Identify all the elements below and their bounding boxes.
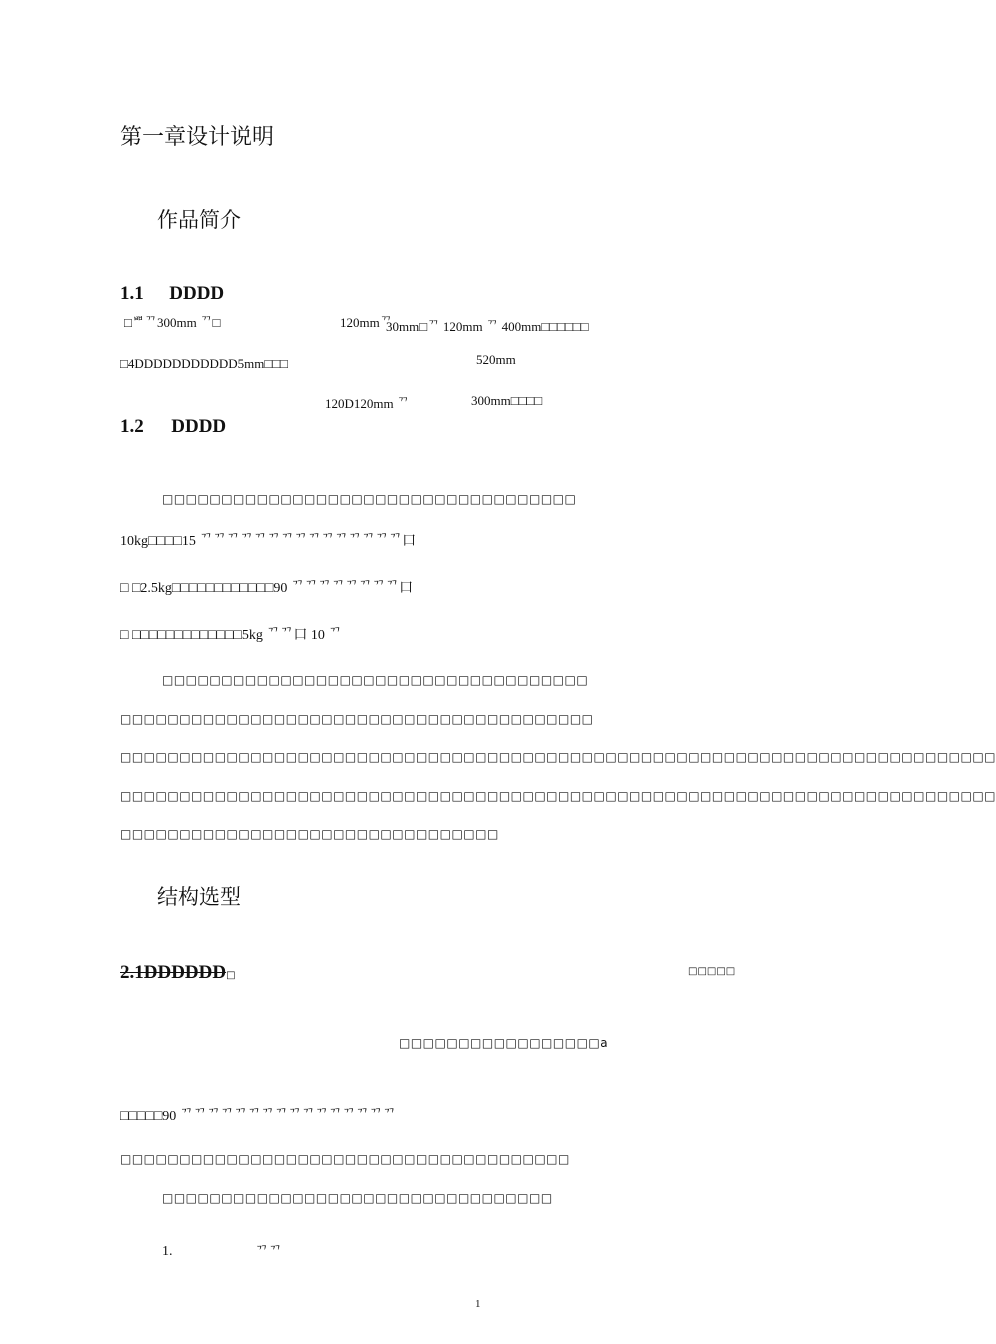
body-line-3a: 120D120mm ᄁ [325,396,410,411]
paragraph-line: □□□□□90 ᄁᄁᄁᄁᄁᄁᄁᄁᄁᄁᄁᄁᄁᄁᄁᄁ [120,1109,397,1124]
section-heading-intro: 作品简介 [157,208,241,232]
paragraph-line: □□□□□□□□□□□□□□□□□□□□□□□□□□□□□□□□ [120,827,499,841]
paragraph-line: □□□□□□□□□□□□□□□□□□□□□□□□□□□□□□□□□□□ [162,492,577,506]
body-line-1a: □ᄈᄁ300mm ᄁ□ [124,315,221,330]
paragraph-line: □ □2.5kg□□□□□□□□□□□□90 ᄁᄁᄁᄁᄁᄁᄁᄁ口 [120,581,414,596]
paragraph-line: □□□□□□□□□□□□□□□□□□□□□□□□□□□□□□□□□□□□□□□□□□□□□□□□□□□□□□□□□□□□□□□□□□□□□□□□□□ [120,789,996,803]
section-heading-structure: 结构选型 [157,885,241,909]
body-line-1c: 30mm□ᄁ 120mm ᄁ 400mm□□□□□□ [386,319,589,334]
subsection-number: 1.1 [120,283,144,304]
list-number: 1. [162,1244,173,1259]
body-line-2b: 520mm [476,352,516,367]
paragraph-line: □□□□□□□□□□□□□□□□□□□□□□□□□□□□□□□□□□□□□□□□□□□□□□□□□□□□□□□□□□□□□□□□□□□□□□□□□□ [120,750,996,764]
paragraph-line: □□□□□□□□□□□□□□□□□□□□□□□□□□□□□□□□□□□□□□□□ [120,712,594,726]
paragraph-line: □□□□□□□□□□□□□□□□□□□□□□□□□□□□□□□□□□□□□□ [120,1152,570,1166]
heading-trailing-box: □ [226,970,236,981]
centered-line: □□□□□□□□□□□□□□□□□a [399,1036,609,1050]
subsection-title: 2.1DDDDDD [120,962,227,983]
list-text: ᄁᄁ [255,1246,283,1261]
paragraph-line: □□□□□□□□□□□□□□□□□□□□□□□□□□□□□□□□□ [162,1191,553,1205]
subsection-2-1-heading [120,962,236,984]
body-line-1b: 120mmᄁ [340,315,393,330]
paragraph-line: □ □□□□□□□□□□□□□5kg ᄁᄁ口 10 ᄁ [120,628,342,643]
page-number: 1 [475,1298,481,1310]
subsection-1-2-heading [120,416,226,438]
subsection-title: DDDD [171,416,227,437]
subsection-number: 1.2 [120,416,144,437]
subsection-title: DDDD [169,283,225,304]
heading-right-fragment: □□□□□ [688,966,736,977]
subsection-1-1-heading [120,283,224,305]
paragraph-line: 10kg□□□□15 ᄁᄁᄁᄁᄁᄁᄁᄁᄁᄁᄁᄁᄁᄁᄁ口 [120,534,417,549]
body-line-2a: □4DDDDDDDDDDD5mm□□□ [120,356,288,371]
body-line-3b: 300mm□□□□ [471,393,543,408]
paragraph-line: □□□□□□□□□□□□□□□□□□□□□□□□□□□□□□□□□□□□ [162,673,589,687]
chapter-title: 第一章设计说明 [120,125,275,150]
